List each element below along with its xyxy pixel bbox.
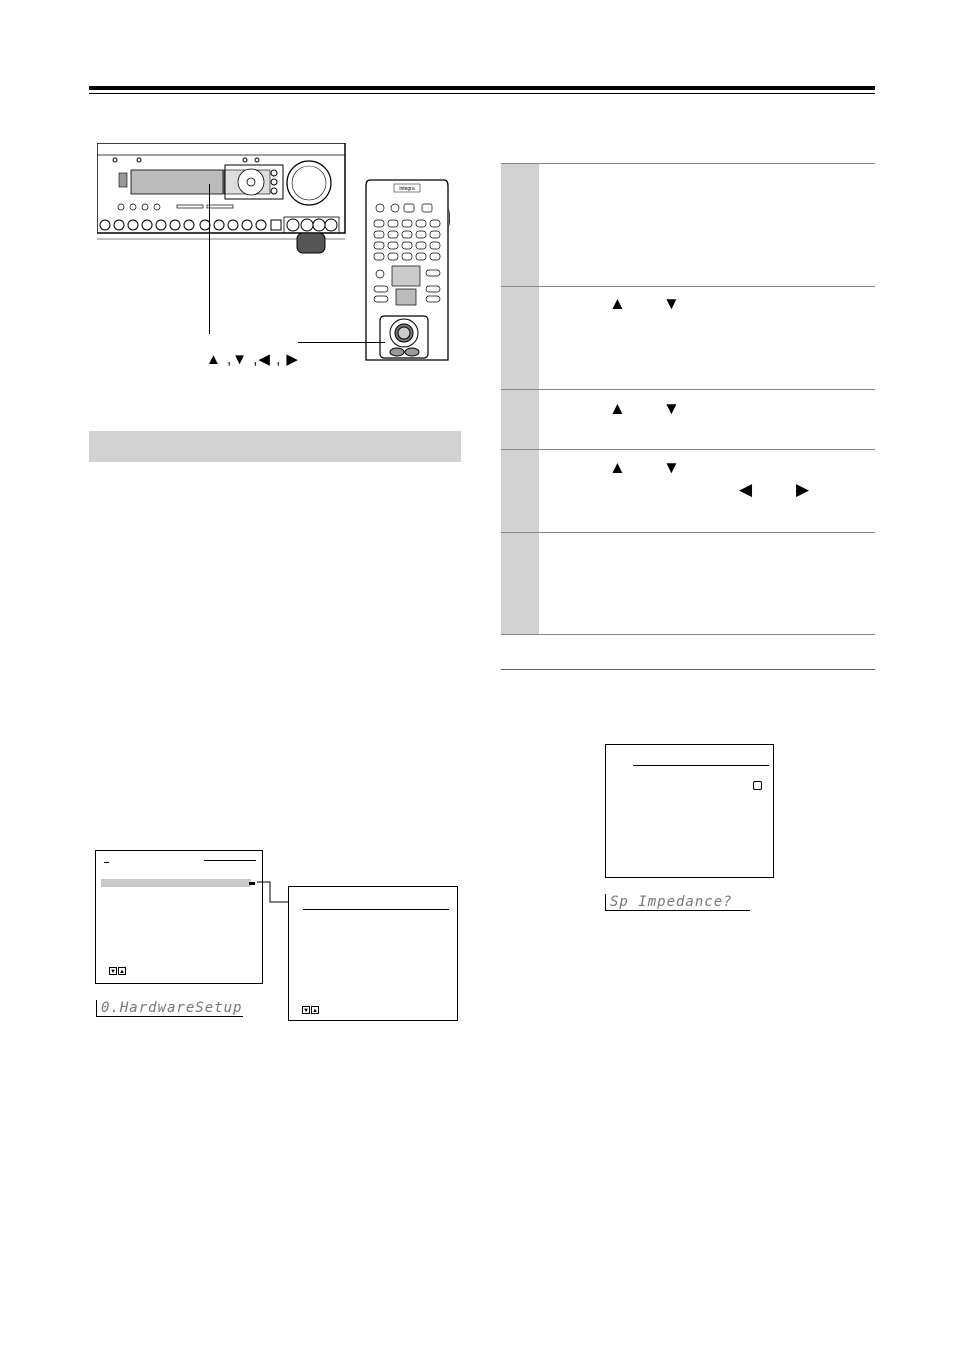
setup-menu-osd xyxy=(95,850,263,984)
up-down-nav-icon xyxy=(109,967,127,975)
osd-title-underline xyxy=(633,765,769,766)
remote-control-illustration xyxy=(364,178,450,363)
step-row xyxy=(501,389,875,449)
osd-title-underline xyxy=(303,909,449,910)
step-number-cell xyxy=(501,287,539,389)
callout-line-receiver xyxy=(209,184,210,334)
step-body xyxy=(539,450,875,532)
remote-brand-text: integra xyxy=(399,186,415,192)
step-body xyxy=(539,287,875,389)
step-number-cell xyxy=(501,164,539,286)
down-key-icon: ▼ xyxy=(303,1008,309,1014)
step-number-cell xyxy=(501,450,539,532)
speaker-icon xyxy=(753,781,762,790)
step-body xyxy=(539,533,875,634)
step-number-cell xyxy=(501,533,539,634)
down-key-icon: ▼ xyxy=(110,969,116,975)
up-key-icon: ▲ xyxy=(119,969,125,975)
arrow-keys-label: ▲ ,▼ ,◀ , ▶ xyxy=(206,351,299,368)
front-display-hardware-setup: 0.HardwareSetup xyxy=(96,1000,243,1017)
header-rule xyxy=(89,86,875,90)
speaker-impedance-osd xyxy=(605,744,774,878)
step-body xyxy=(539,390,875,449)
front-display-speaker-impedance: Sp Impedance? xyxy=(605,894,750,911)
osd-title-mark xyxy=(104,862,109,863)
section-rule xyxy=(501,669,875,670)
step-body xyxy=(539,164,875,286)
up-arrow-icon: ▲ xyxy=(609,399,626,418)
callout-line-remote xyxy=(298,342,385,343)
down-arrow-icon: ▼ xyxy=(663,399,680,418)
hardware-setup-menu-item[interactable] xyxy=(101,879,251,887)
step-row xyxy=(501,532,875,634)
up-arrow-icon: ▲ xyxy=(609,458,626,477)
down-arrow-icon: ▼ xyxy=(663,458,680,477)
osd-title-underline xyxy=(204,860,256,861)
up-down-nav-icon xyxy=(302,1006,320,1014)
left-arrow-icon: ◀ xyxy=(739,480,753,499)
step-row xyxy=(501,449,875,532)
right-arrow-icon: ▶ xyxy=(796,480,810,499)
hardware-setup-submenu-osd xyxy=(288,886,458,1021)
step-row xyxy=(501,163,875,286)
up-key-icon: ▲ xyxy=(312,1008,318,1014)
step-number-cell xyxy=(501,390,539,449)
header-rule-thin xyxy=(89,93,875,94)
section-heading-bar xyxy=(89,431,461,462)
receiver-front-panel-illustration xyxy=(97,143,347,255)
down-arrow-icon: ▼ xyxy=(663,294,680,313)
steps-table xyxy=(501,163,875,635)
steps-table-bottom-rule xyxy=(501,634,875,635)
step-row xyxy=(501,286,875,389)
up-arrow-icon: ▲ xyxy=(609,294,626,313)
